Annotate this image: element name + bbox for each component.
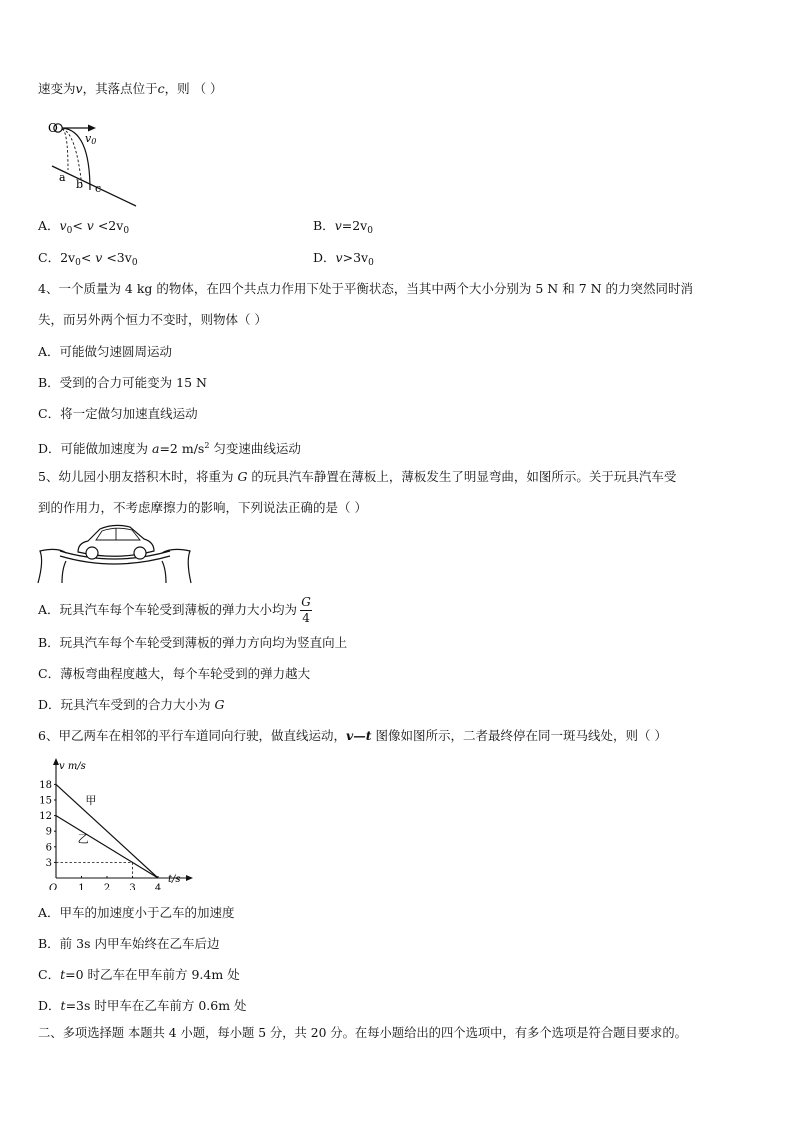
q3-option-d: D．$v>3v_0$	[313, 250, 374, 268]
rear-wheel	[134, 547, 146, 559]
point-b-label: b	[76, 178, 84, 191]
y-tick-label: 9	[45, 826, 52, 838]
series-line-1	[56, 816, 158, 878]
q4-stem-line1: 4、一个质量为 4 kg 的物体，在四个共点力作用下处于平衡状态，当其中两个大小分别为 5 N 和 7 N 的力突然同时消	[38, 281, 694, 296]
point-c-label: c	[95, 182, 102, 195]
vt-chart	[30, 758, 200, 890]
q3-var-v: v	[75, 81, 83, 96]
q6-stem: 6、甲乙两车在相邻的平行车道同向行驶，做直线运动，v—t 图像如图所示，二者最终停在同一斑马线处，则（ ）	[38, 728, 667, 743]
thin-board-bottom	[60, 556, 170, 564]
y-tick-label: 15	[39, 795, 52, 807]
x-tick-label: 4	[154, 883, 162, 890]
q3-option-a: A．$v_0< v <2v_0$	[38, 218, 130, 236]
x-axis-arrow-icon	[186, 875, 193, 881]
origin-label: O	[49, 883, 58, 890]
q4-option-a: A．可能做匀速圆周运动	[38, 344, 173, 359]
origin-label: O	[48, 121, 58, 135]
q6-option-a: A．甲车的加速度小于乙车的加速度	[38, 905, 235, 920]
x-tick-label: 1	[78, 883, 85, 890]
q3-slope-figure	[38, 112, 148, 212]
q5-option-c: C．薄板弯曲程度越大，每个车轮受到的弹力越大	[38, 666, 311, 681]
left-support-inner	[62, 561, 66, 583]
series-line-0	[56, 784, 158, 878]
arrow-head-icon	[88, 125, 96, 132]
q4-stem-line2: 失，而另外两个恒力不变时，则物体（ ）	[38, 312, 267, 327]
q5-option-b: B．玩具汽车每个车轮受到薄板的弹力方向均为竖直向上	[38, 635, 348, 650]
fraction-g-over-4: $\frac{G}{4}$	[301, 595, 311, 625]
q4-option-d: D．可能做加速度为 a=2 $m/s^2$ 匀变速曲线运动	[38, 441, 301, 456]
q3-text-a: 速变为	[38, 81, 76, 96]
v0-label: v0	[85, 132, 97, 146]
q5-car-figure	[36, 521, 196, 585]
q3-var-c: c	[157, 81, 165, 96]
front-wheel	[86, 547, 98, 559]
series-label-0: 甲	[85, 794, 97, 808]
q6-option-c: C．t=0 时乙车在甲车前方 9.4m 处	[38, 967, 240, 982]
y-tick-label: 18	[39, 779, 52, 791]
q5-option-a: A．玩具汽车每个车轮受到薄板的弹力大小均为 $\frac{G}{4}$	[38, 595, 311, 625]
trajectory-a	[62, 129, 68, 170]
x-tick-label: 3	[129, 883, 136, 890]
q3-option-c: C．$2v_0< v <3v_0$	[38, 250, 138, 268]
x-axis-label: t/s	[168, 874, 181, 885]
q3-stem-tail	[38, 80, 223, 98]
q6-option-d: D．t=3s 时甲车在乙车前方 0.6m 处	[38, 998, 247, 1013]
q6-option-b: B．前 3s 内甲车始终在乙车后边	[38, 936, 220, 951]
q3-text-d: ，则 （ ）	[164, 81, 223, 96]
q4-option-b: B．受到的合力可能变为 15 N	[38, 375, 207, 390]
q5-option-d: D．玩具汽车受到的合力大小为 G	[38, 697, 225, 712]
series-label-1: 乙	[77, 832, 89, 846]
y-tick-label: 3	[45, 857, 52, 869]
q5-stem-line1: 5、幼儿园小朋友搭积木时，将重为 G 的玩具汽车静置在薄板上，薄板发生了明显弯曲，如图所示。关于玩具汽车受	[38, 469, 677, 484]
q3-text-b: ，其落点位于	[82, 81, 158, 96]
x-tick-label: 2	[103, 883, 111, 890]
q5-stem-line2: 到的作用力，不考虑摩擦力的影响，下列说法正确的是（ ）	[38, 500, 367, 515]
point-a-label: a	[59, 171, 66, 184]
y-tick-label: 12	[39, 811, 52, 823]
q4-option-c: C．将一定做匀加速直线运动	[38, 406, 198, 421]
y-tick-label: 6	[45, 842, 52, 854]
right-support-inner	[162, 561, 166, 583]
q3-option-b: B．$v=2v_0$	[313, 218, 373, 236]
y-axis-label: v m/s	[59, 761, 86, 772]
section-2-heading: 二、多项选择题 本题共 4 小题，每小题 5 分，共 20 分。在每小题给出的四个选项中，有多个选项是符合题目要求的。	[38, 1026, 687, 1040]
